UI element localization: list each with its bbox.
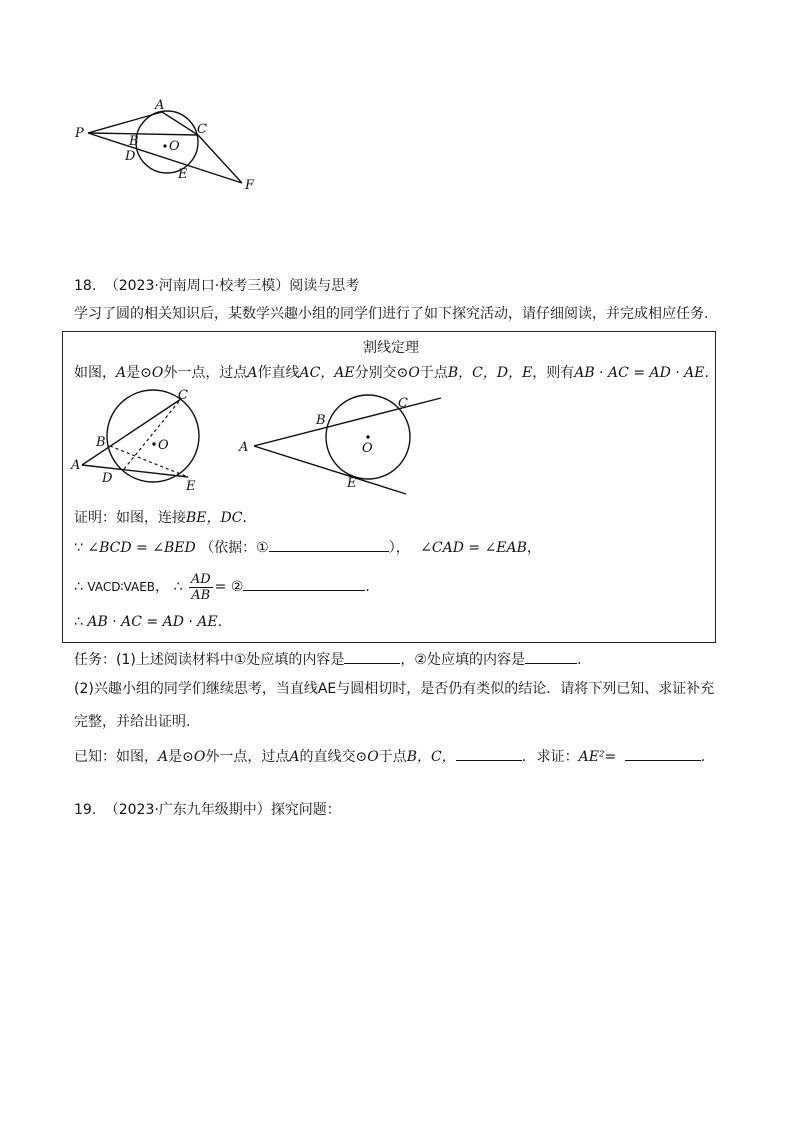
task1-b: ，②处应填的内容是 — [400, 652, 525, 668]
t4-circ1: ⊙O — [182, 749, 206, 765]
q19-header — [74, 800, 341, 820]
l1-end: . — [704, 365, 709, 381]
proof-therefore-similar — [74, 570, 370, 604]
t4-g: 求证： — [536, 749, 579, 765]
box-figure-right — [236, 390, 446, 500]
task1-end: . — [576, 652, 582, 668]
circle-left — [107, 390, 199, 482]
q19-heading: 探究问题： — [270, 802, 341, 818]
frac-end: . — [365, 579, 370, 595]
therefore-symbol-1: ∴ — [74, 579, 83, 595]
blank-task-2[interactable] — [525, 648, 577, 664]
q18-intro: 学习了圆的相关知识后，某数学兴趣小组的同学们进行了如下探究活动，请仔细阅读，并完成相应任务. — [74, 306, 709, 322]
fraction-ad-ab — [189, 572, 213, 603]
conclusion-end: . — [217, 614, 223, 630]
left-label-e: E — [186, 479, 196, 494]
q18-number: 18. — [74, 278, 97, 294]
right-label-o: O — [362, 441, 373, 456]
right-label-c: C — [398, 396, 408, 411]
right-label-e: E — [347, 476, 357, 491]
l1-lines: AC，AE — [299, 365, 355, 381]
segment-pc — [88, 133, 198, 135]
left-label-o: O — [158, 438, 169, 453]
l1-eq: AB · AC = AD · AE — [574, 365, 705, 381]
q19-source: （2023·广东九年级期中） — [104, 802, 271, 818]
blank-given[interactable] — [456, 745, 522, 761]
task1-a: 任务：(1)上述阅读材料中①处应填的内容是 — [74, 652, 345, 668]
task-line2: (2)兴趣小组的同学们继续思考，当直线AE与圆相切时，是否仍有类似的结论．请将下列已知、求证补充 — [74, 681, 715, 697]
left-label-d: D — [102, 471, 113, 486]
q19-number: 19. — [74, 802, 97, 818]
task-line1 — [74, 648, 581, 670]
label-c: C — [197, 122, 207, 137]
task-line4 — [74, 745, 705, 767]
l1-p4: 作直线 — [257, 365, 300, 381]
q18-header — [74, 276, 359, 296]
center-dot-left — [152, 442, 155, 445]
angle-cad-eab: ∠CAD = ∠EAB — [420, 540, 527, 556]
top-geometry-figure — [70, 95, 270, 195]
therefore-symbol-2: ∴ — [173, 579, 183, 595]
q18-source: （2023·河南周口·校考三模） — [104, 278, 290, 294]
blank-task-1[interactable] — [344, 648, 400, 664]
left-label-a: A — [71, 458, 81, 473]
similar-triangles: VACD∶VAEB — [87, 580, 156, 594]
t4-f: . — [521, 749, 527, 765]
conclusion-eq: AB · AC = AD · AE — [87, 614, 218, 630]
label-d: D — [125, 149, 136, 164]
proof-because — [74, 536, 541, 558]
t4-ae2: AE²= — [578, 749, 617, 765]
l1-p2: 是 — [126, 365, 141, 381]
l1-p1: 如图， — [74, 365, 116, 381]
l1-a1: A — [116, 365, 127, 381]
label-p: P — [75, 126, 84, 141]
q18-heading: 阅读与思考 — [289, 278, 360, 294]
center-dot-right — [366, 435, 369, 438]
l1-pts: B，C，D，E — [447, 365, 533, 381]
box-title: 割线定理 — [363, 340, 419, 356]
l1-p7: ，则有 — [532, 365, 575, 381]
label-b: B — [129, 134, 139, 149]
box-line1 — [74, 363, 709, 383]
line-a-c — [254, 398, 441, 446]
l1-p6: 于点 — [419, 365, 448, 381]
l1-p5: 分别交 — [354, 365, 397, 381]
proof-conclusion — [74, 612, 222, 632]
t4-b: 是 — [168, 749, 183, 765]
t4-A2: A — [289, 749, 300, 765]
blank-2[interactable] — [243, 575, 365, 591]
basis-end: ）， — [388, 540, 410, 556]
proof-segments: BE，DC — [186, 510, 243, 526]
angle-bcd-bed: ∠BCD = ∠BED — [87, 540, 196, 556]
proof-intro — [74, 508, 247, 528]
t4-end: . — [700, 749, 706, 765]
therefore-symbol-3: ∴ — [74, 614, 83, 630]
left-label-c: C — [178, 388, 188, 403]
right-label-a: A — [239, 440, 249, 455]
blank-prove[interactable] — [625, 745, 701, 761]
t4-d: 的直线交 — [299, 749, 356, 765]
box-figure-left — [68, 388, 218, 498]
label-e: E — [178, 167, 188, 182]
circle-o — [136, 111, 198, 173]
segment-pa — [88, 112, 162, 133]
l1-p3: 外一点，过点 — [163, 365, 248, 381]
proof-intro-text: 证明：如图，连接 — [74, 510, 186, 526]
t4-c: 外一点，过点 — [205, 749, 290, 765]
task-line3: 完整，并给出证明. — [74, 714, 191, 730]
proof-intro-end: . — [242, 510, 247, 526]
l1-circ1: ⊙O — [140, 365, 164, 381]
right-label-b: B — [316, 413, 326, 428]
l1-a2: A — [247, 365, 258, 381]
label-a: A — [155, 98, 165, 113]
label-f: F — [245, 178, 255, 193]
t4-a: 已知：如图， — [74, 749, 158, 765]
t4-circ2: ⊙O — [355, 749, 379, 765]
t4-e: 于点 — [378, 749, 407, 765]
dash-dc — [124, 399, 181, 469]
t4-A: A — [158, 749, 169, 765]
line-ac — [82, 399, 181, 465]
similar-sep: ， — [155, 579, 170, 595]
basis-label: （依据：① — [200, 540, 269, 556]
center-dot — [163, 144, 166, 147]
left-label-b: B — [96, 435, 106, 450]
t4-pts: B，C， — [406, 749, 456, 765]
because-symbol: ∵ — [74, 540, 83, 556]
frac-eq: = ② — [214, 579, 244, 595]
blank-1[interactable] — [269, 536, 389, 552]
frac-num: AD — [190, 571, 211, 587]
frac-den: AB — [191, 587, 211, 603]
l1-circ2: ⊙O — [396, 365, 420, 381]
label-o: O — [169, 139, 180, 154]
angle2-end: ， — [526, 540, 541, 556]
